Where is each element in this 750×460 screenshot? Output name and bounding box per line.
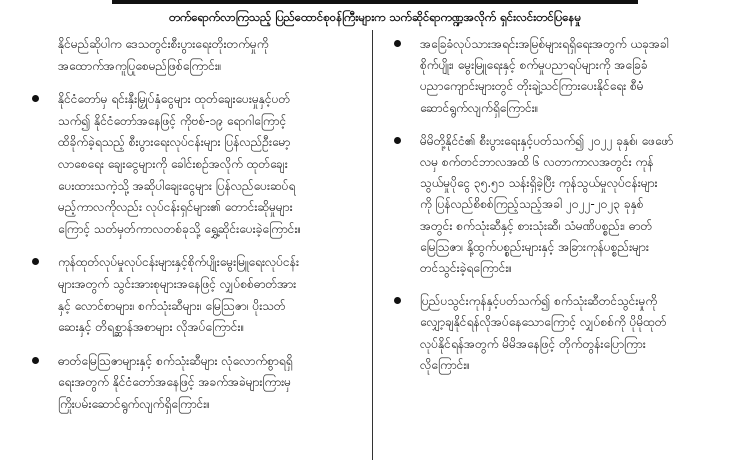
page-subtitle: တက်ရောက်လာကြသည့် ပြည်ထောင်စုဝန်ကြီးများက သက်ဆိုင်ရာကဏ္ဍအလိုက် ရှင်းလင်းတင်ပြနေမှု	[168, 10, 582, 24]
text-line: ကြောင့် သတ်မှတ်ကာလတစ်ခုသို့ ရွှေ့ဆိုင်းပေးခဲ့ကြောင်း။	[58, 221, 302, 236]
text-line: မြေဩဇာ၊ နို့ထွက်ပစ္စည်းများနှင့် အခြားကုန်ပစ္စည်းများ	[420, 239, 649, 254]
bullet-item	[30, 351, 358, 416]
text-line: ဆေးနှင့် တိရစ္ဆာန်အစာများ လိုအပ်ကြောင်း။	[58, 320, 245, 335]
text-line: လာစေရေး ချေးငွေများကို ခေါင်းစဉ်အလိုက် ထုတ်ချေး	[58, 156, 288, 171]
bullet-item	[392, 34, 720, 119]
bullet-item	[392, 291, 720, 376]
text-line: အတွင်း စက်သုံးဆီနှင့် စားသုံးဆီ၊ သံမဏိပစ္စည်း၊ ဓာတ်	[420, 218, 653, 233]
bullet-item	[30, 34, 358, 77]
text-line: ပညာကျောင်းများတွင် တိုးချဲ့သင်ကြားပေးနိုင်ရေး စီမံ	[420, 79, 644, 94]
text-line: ဓာတ်မြေဩဇာများနှင့် စက်သုံးဆီများ လုံလောက်စွာရရှိ	[58, 353, 293, 368]
text-line: ပြည်ပသွင်းကုန်နှင့်ပတ်သက်၍ စက်သုံးဆီတင်သွင်းမှုကို	[420, 294, 658, 309]
text-line: နှင့် လောင်စာများ၊ စက်သုံးဆီများ၊ မြေဩဇာ၊ ပိုးသတ်	[58, 298, 286, 313]
column-divider	[372, 30, 373, 460]
bullet-item	[392, 131, 720, 279]
text-line: ရေးအတွက် နိုင်ငံတော်အနေဖြင့် အခက်အခဲများကြားမှ	[58, 375, 292, 390]
text-line: လိုကြောင်း။	[420, 357, 471, 372]
text-line: နိုင်ငံတော်မှ ရင်းနှီးမြှုပ်နှံငွေများ ထုတ်ချေးပေးမှုနှင့်ပတ်	[58, 92, 291, 107]
text-line: ပေးထားသကဲ့သို့ အဆိုပါချေးငွေများ ပြန်လည်ပေးဆပ်ရ	[58, 178, 296, 193]
text-line: အထောက်အကူပြုစေမည်ဖြစ်ကြောင်း။	[58, 58, 222, 73]
text-line: ထိခိုက်ခဲ့ရသည့် စီးပွားရေးလုပ်ငန်းများ ပြန်လည်ဦးမော့	[58, 135, 291, 150]
text-line: မည့်ကာလကိုလည်း လုပ်ငန်းရှင်များ၏ တောင်းဆိုမှုများ	[58, 200, 293, 215]
text-line: လုပ်နိုင်ရန်အတွက် မိမိအနေဖြင့် တိုက်တွန်းပြောကြား	[420, 336, 646, 351]
left-column	[30, 34, 358, 428]
text-line: ကုန်ထုတ်လုပ်မှုလုပ်ငန်းများနှင့်စိုက်ပျိုးမွေးမြူရေးလုပ်ငန်း	[58, 255, 299, 270]
text-line: ကြိုးပမ်းဆောင်ရွက်လျက်ရှိကြောင်း။	[58, 396, 210, 411]
text-line: မိမိတို့နိုင်ငံ၏ စီးပွားရေးနှင့်ပတ်သက်၍ ၂၀၂၂ ခုနှစ်၊ ဖေဖော်	[420, 133, 674, 148]
text-line: တင်သွင်းခဲ့ရကြောင်း။	[420, 261, 513, 276]
text-line: သက်၍ နိုင်ငံတော်အနေဖြင့် ကိုဗစ်-၁၉ ရောဂါကြောင့်	[58, 113, 287, 128]
text-line: လျှော့ချနိုင်ရန်လိုအပ်နေသောကြောင့် လျှပ်စစ်ကို ပိုမိုထုတ်	[420, 315, 667, 330]
right-column	[392, 34, 720, 388]
bullet-dot-icon	[394, 297, 401, 304]
header-band	[112, 0, 638, 4]
bullet-dot-icon	[32, 95, 39, 102]
bullet-dot-icon	[394, 137, 401, 144]
bullet-dot-icon	[32, 258, 39, 265]
bullet-dot-icon	[32, 357, 39, 364]
text-line: နိုင်မည်ဆိုပါက ဒေသတွင်းစီးပွားရေးတိုးတက်မှုကို	[58, 37, 269, 51]
bullet-dot-icon	[394, 40, 401, 47]
text-line: သွယ်မှုပိုငွေ ၃၅.၅၁ သန်းရှိခဲ့ပြီး ကုန်သွယ်မှုလုပ်ငန်းများ	[420, 176, 658, 191]
text-line: လမှ စက်တင်ဘာလအထိ ၆ လတာကာလအတွင်း ကုန်	[420, 155, 654, 170]
bullet-item	[30, 89, 358, 240]
text-line: များအတွက် သွင်းအားစုများအနေဖြင့် လျှပ်စစ်ဓာတ်အား	[58, 276, 297, 291]
text-line: ဆောင်ရွက်လျက်ရှိကြောင်း။	[420, 100, 539, 115]
text-line: အခြေခံလုပ်သားအရင်းအမြစ်များရရှိရေးအတွက် ယခုအခါ	[420, 37, 669, 51]
bullet-item	[30, 252, 358, 338]
text-line: ကို ပြန်လည်စိစစ်ကြည့်သည့်အခါ ၂၀၂၂-၂၀၂၃ ခုနှစ်	[420, 197, 644, 212]
text-line: စိုက်ပျိုး၊ မွေးမြူရေးနှင့် စက်မှုပညာရပ်များကို အခြေခံ	[420, 58, 648, 73]
